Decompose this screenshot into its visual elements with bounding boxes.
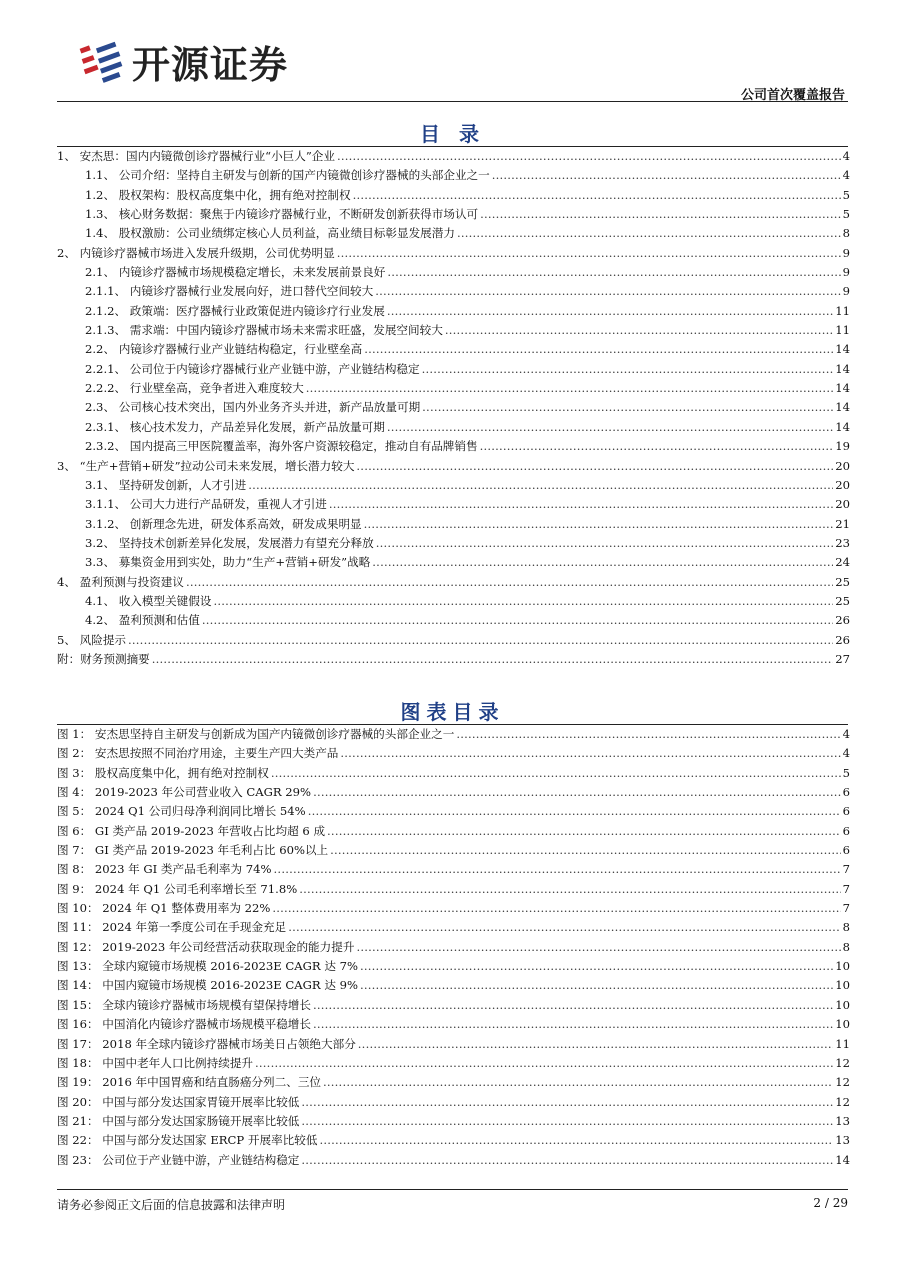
dot-leader xyxy=(340,744,840,763)
report-type: 公司首次覆盖报告 xyxy=(740,88,845,103)
toc-entry-page: 25 xyxy=(835,574,850,589)
dot-leader xyxy=(492,166,841,185)
dot-leader xyxy=(213,592,833,611)
toc-entry-page: 11 xyxy=(835,323,850,338)
figure-entry-page: 14 xyxy=(835,1152,850,1167)
dot-leader xyxy=(372,553,833,572)
figure-entry[interactable] xyxy=(57,1131,850,1150)
figure-entry-text: 图 13： 全球内窥镜市场规模 2016-2023E CAGR 达 7% xyxy=(57,959,359,974)
dot-leader xyxy=(272,899,840,918)
figure-entry[interactable] xyxy=(57,802,850,821)
figure-entry-page: 6 xyxy=(842,785,850,800)
toc-entry[interactable] xyxy=(57,437,850,456)
figure-entry-page: 7 xyxy=(842,881,850,896)
figure-entry-page: 6 xyxy=(842,843,850,858)
dot-leader xyxy=(301,1093,833,1112)
figure-entry-text: 图 7： GI 类产品 2019-2023 年毛利占比 60%以上 xyxy=(57,843,329,858)
dot-leader xyxy=(329,495,833,514)
figures-title: 图表目录 xyxy=(400,700,505,724)
dot-leader xyxy=(202,611,833,630)
toc-entry-text: 3.1、 坚持研发创新，人才引进 xyxy=(85,477,247,492)
dot-leader xyxy=(313,1015,833,1034)
toc-entry-page: 14 xyxy=(835,342,850,357)
dot-leader xyxy=(337,147,841,166)
figure-entry-page: 12 xyxy=(835,1075,850,1090)
toc-entry[interactable] xyxy=(57,573,850,592)
toc-entry-text: 2、 内镜诊疗器械市场进入发展升级期，公司优势明显 xyxy=(57,245,335,260)
dot-leader xyxy=(301,1112,833,1131)
dot-leader xyxy=(358,1035,833,1054)
toc-entry-page: 5 xyxy=(842,207,850,222)
toc-entry-page: 24 xyxy=(835,555,850,570)
dot-leader xyxy=(319,1131,833,1150)
dot-leader xyxy=(480,205,840,224)
figure-entry-text: 图 22： 中国与部分发达国家 ERCP 开展率比较低 xyxy=(57,1133,318,1148)
toc-entry[interactable] xyxy=(57,224,850,243)
figure-entry-page: 6 xyxy=(842,804,850,819)
figure-entry[interactable] xyxy=(57,822,850,841)
figure-entry-text: 图 18： 中国中老年人口比例持续提升 xyxy=(57,1055,254,1070)
toc-entry[interactable] xyxy=(57,321,850,340)
figure-entry[interactable] xyxy=(57,725,850,744)
figure-entry-text: 图 5： 2024 Q1 公司归母净利润同比增长 54% xyxy=(57,804,306,819)
figure-entry-page: 13 xyxy=(835,1113,850,1128)
toc-title: 目 录 xyxy=(420,122,485,146)
figure-entry-text: 图 2： 安杰思按照不同治疗用途，主要生产四大类产品 xyxy=(57,746,339,761)
toc-entry[interactable] xyxy=(57,166,850,185)
figure-entry[interactable] xyxy=(57,860,850,879)
toc-entry[interactable] xyxy=(57,147,850,166)
figure-entry-text: 图 21： 中国与部分发达国家肠镜开展率比较低 xyxy=(57,1113,300,1128)
toc-entry[interactable] xyxy=(57,398,850,417)
toc-entry-text: 5、 风险提示 xyxy=(57,632,127,647)
figure-entry-text: 图 6： GI 类产品 2019-2023 年营收占比均超 6 成 xyxy=(57,823,326,838)
logo-text: 开源证券 xyxy=(132,43,289,87)
figure-entry[interactable] xyxy=(57,1054,850,1073)
toc-entry-page: 9 xyxy=(842,265,850,280)
toc-entry-text: 3.3、 募集资金用到实处，助力“生产+营销+研发”战略 xyxy=(85,555,371,570)
dot-leader xyxy=(128,631,833,650)
figure-entry-page: 7 xyxy=(842,901,850,916)
toc-entry-page: 20 xyxy=(835,497,850,512)
figure-entry-page: 11 xyxy=(835,1036,850,1051)
toc-entry-page: 20 xyxy=(835,458,850,473)
figure-entry[interactable] xyxy=(57,918,850,937)
toc-entry-page: 23 xyxy=(835,535,850,550)
dot-leader xyxy=(375,282,840,301)
figure-entry-page: 10 xyxy=(835,978,850,993)
dot-leader xyxy=(353,186,841,205)
toc-entry[interactable] xyxy=(57,611,850,630)
figure-entry-text: 图 17： 2018 年全球内镜诊疗器械市场美日占领绝大部分 xyxy=(57,1036,356,1051)
dot-leader xyxy=(387,302,833,321)
toc-entry-page: 25 xyxy=(835,593,850,608)
figure-entry-page: 10 xyxy=(835,1017,850,1032)
figure-entry[interactable] xyxy=(57,1093,850,1112)
toc-entry-page: 5 xyxy=(842,187,850,202)
dot-leader xyxy=(364,515,834,534)
toc-entry-text: 2.2.1、 公司位于内镜诊疗器械行业产业链中游，产业链结构稳定 xyxy=(85,361,420,376)
figure-entry-page: 6 xyxy=(842,823,850,838)
dot-leader xyxy=(152,650,833,669)
toc-entry-page: 9 xyxy=(842,284,850,299)
toc-entry-page: 19 xyxy=(835,439,850,454)
toc-entry-page: 8 xyxy=(842,226,850,241)
figure-entry[interactable] xyxy=(57,957,850,976)
dot-leader xyxy=(337,244,841,263)
toc-entry-page: 4 xyxy=(842,149,850,163)
dot-leader xyxy=(313,996,833,1015)
figure-entry-text: 图 3： 股权高度集中化，拥有绝对控制权 xyxy=(57,765,269,780)
toc-entry-page: 4 xyxy=(842,168,850,183)
toc-entry[interactable] xyxy=(57,553,850,572)
toc-entry[interactable] xyxy=(57,515,850,534)
toc-entry[interactable] xyxy=(57,263,850,282)
toc-entry-text: 2.3.2、 国内提高三甲医院覆盖率，海外客户资源较稳定，推动自有品牌销售 xyxy=(85,439,478,454)
toc-entry[interactable] xyxy=(57,360,850,379)
dot-leader xyxy=(323,1073,833,1092)
dot-leader xyxy=(480,437,834,456)
toc-entry-text: 2.1.2、 政策端：医疗器械行业政策促进内镜诊疗行业发展 xyxy=(85,303,385,318)
figure-entry[interactable] xyxy=(57,938,850,957)
figure-entry-text: 图 15： 全球内镜诊疗器械市场规模有望保持增长 xyxy=(57,997,311,1012)
figure-entry-page: 13 xyxy=(835,1133,850,1148)
toc-entry-text: 2.3、 公司核心技术突出，国内外业务齐头并进，新产品放量可期 xyxy=(85,400,421,415)
dot-leader xyxy=(308,802,841,821)
figure-entry-text: 图 12： 2019-2023 年公司经营活动获取现金的能力提升 xyxy=(57,939,355,954)
dot-leader xyxy=(299,880,840,899)
toc-entry-text: 3、 “生产+营销+研发”拉动公司未来发展，增长潜力较大 xyxy=(57,458,355,473)
toc-entry[interactable] xyxy=(57,650,850,669)
dot-leader xyxy=(376,534,833,553)
toc-entry-page: 26 xyxy=(835,632,850,647)
figure-entry-page: 5 xyxy=(842,765,850,780)
page-number: 2 / 29 xyxy=(813,1196,848,1210)
figure-entry[interactable] xyxy=(57,880,850,899)
toc-entry-text: 3.2、 坚持技术创新差异化发展，发展潜力有望充分释放 xyxy=(85,535,374,550)
toc-entry-text: 4.1、 收入模型关键假设 xyxy=(85,593,212,608)
figure-entry-page: 10 xyxy=(835,959,850,974)
dot-leader xyxy=(186,573,833,592)
dot-leader xyxy=(360,957,833,976)
company-logo xyxy=(78,34,288,89)
figure-entry[interactable] xyxy=(57,783,850,802)
figure-entry[interactable] xyxy=(57,841,850,860)
figure-entry-text: 图 9： 2024 年 Q1 公司毛利率增长至 71.8% xyxy=(57,881,298,896)
toc-entry-page: 9 xyxy=(842,245,850,260)
dot-leader xyxy=(274,860,841,879)
dot-leader xyxy=(422,360,834,379)
figure-entry[interactable] xyxy=(57,1035,850,1054)
toc-entry[interactable] xyxy=(57,186,850,205)
dot-leader xyxy=(422,398,833,417)
header-divider xyxy=(57,101,848,102)
footer-divider xyxy=(57,1189,848,1190)
toc-entry[interactable] xyxy=(57,340,850,359)
figure-entry-text: 图 1： 安杰思坚持自主研发与创新成为国产内镜微创诊疗器械的头部企业之一 xyxy=(57,727,455,741)
footer-disclaimer: 请务必参阅正文后面的信息披露和法律声明 xyxy=(57,1198,286,1212)
toc-entry-text: 2.1.1、 内镜诊疗器械行业发展向好，进口替代空间较大 xyxy=(85,284,374,299)
toc-entry-text: 1.1、 公司介绍：坚持自主研发与创新的国产内镜微创诊疗器械的头部企业之一 xyxy=(85,168,490,183)
dot-leader xyxy=(327,822,841,841)
toc-entry[interactable] xyxy=(57,631,850,650)
dot-leader xyxy=(306,379,834,398)
figure-entry-text: 图 16： 中国消化内镜诊疗器械市场规模平稳增长 xyxy=(57,1017,311,1032)
dot-leader xyxy=(387,263,840,282)
figure-entry-text: 图 23： 公司位于产业链中游，产业链结构稳定 xyxy=(57,1152,300,1167)
toc-list xyxy=(57,147,850,669)
figures-list xyxy=(57,725,850,1170)
dot-leader xyxy=(356,457,833,476)
toc-entry-text: 4、 盈利预测与投资建议 xyxy=(57,574,184,589)
toc-entry-text: 4.2、 盈利预测和估值 xyxy=(85,613,200,628)
toc-entry-page: 21 xyxy=(835,516,850,531)
dot-leader xyxy=(288,918,840,937)
toc-entry[interactable] xyxy=(57,495,850,514)
toc-entry[interactable] xyxy=(57,244,850,263)
figure-entry-page: 4 xyxy=(842,727,850,741)
dot-leader xyxy=(248,476,833,495)
toc-entry[interactable] xyxy=(57,476,850,495)
toc-entry-text: 3.1.1、 公司大力进行产品研发，重视人才引进 xyxy=(85,497,327,512)
toc-entry[interactable] xyxy=(57,457,850,476)
dot-leader xyxy=(356,938,840,957)
toc-entry-page: 26 xyxy=(835,613,850,628)
figure-entry-page: 12 xyxy=(835,1055,850,1070)
toc-entry-text: 2.3.1、 核心技术发力，产品差异化发展，新产品放量可期 xyxy=(85,419,385,434)
toc-entry-text: 2.2、 内镜诊疗器械行业产业链结构稳定，行业壁垒高 xyxy=(85,342,363,357)
figure-entry[interactable] xyxy=(57,899,850,918)
toc-entry[interactable] xyxy=(57,302,850,321)
figure-entry-text: 图 14： 中国内窥镜市场规模 2016-2023E CAGR 达 9% xyxy=(57,978,359,993)
dot-leader xyxy=(364,340,833,359)
figure-entry[interactable] xyxy=(57,1112,850,1131)
toc-entry-text: 1.3、 核心财务数据：聚焦于内镜诊疗器械行业，不断研发创新获得市场认可 xyxy=(85,207,479,222)
toc-entry-text: 2.1.3、 需求端：中国内镜诊疗器械市场未来需求旺盛，发展空间较大 xyxy=(85,323,443,338)
logo-mark-icon xyxy=(78,39,126,85)
toc-entry-text: 1、 安杰思：国内内镜微创诊疗器械行业“小巨人”企业 xyxy=(57,149,335,163)
toc-entry-page: 14 xyxy=(835,419,850,434)
figure-entry-page: 8 xyxy=(842,939,850,954)
figure-entry-page: 12 xyxy=(835,1094,850,1109)
toc-entry[interactable] xyxy=(57,534,850,553)
toc-entry[interactable] xyxy=(57,205,850,224)
dot-leader xyxy=(255,1054,833,1073)
toc-entry-page: 20 xyxy=(835,477,850,492)
toc-entry[interactable] xyxy=(57,418,850,437)
toc-entry[interactable] xyxy=(57,379,850,398)
dot-leader xyxy=(301,1151,833,1170)
figure-entry[interactable] xyxy=(57,976,850,995)
dot-leader xyxy=(445,321,833,340)
dot-leader xyxy=(387,418,833,437)
figure-entry-text: 图 19： 2016 年中国胃癌和结直肠癌分列二、三位 xyxy=(57,1075,322,1090)
toc-entry-text: 附：财务预测摘要 xyxy=(57,651,150,666)
toc-entry-page: 11 xyxy=(835,303,850,318)
dot-leader xyxy=(456,725,840,744)
figure-entry[interactable] xyxy=(57,764,850,783)
figure-entry-text: 图 4： 2019-2023 年公司营业收入 CAGR 29% xyxy=(57,785,312,800)
figure-entry-page: 10 xyxy=(835,997,850,1012)
figure-entry[interactable] xyxy=(57,996,850,1015)
dot-leader xyxy=(330,841,840,860)
toc-entry[interactable] xyxy=(57,592,850,611)
toc-entry-page: 14 xyxy=(835,381,850,396)
dot-leader xyxy=(271,764,841,783)
dot-leader xyxy=(313,783,841,802)
toc-entry-text: 3.1.2、 创新理念先进，研发体系高效，研发成果明显 xyxy=(85,516,362,531)
toc-entry-page: 14 xyxy=(835,361,850,376)
dot-leader xyxy=(360,976,833,995)
toc-entry-text: 2.2.2、 行业壁垒高，竞争者进入难度较大 xyxy=(85,381,304,396)
figure-entry-text: 图 20： 中国与部分发达国家胃镜开展率比较低 xyxy=(57,1094,300,1109)
figure-entry-page: 7 xyxy=(842,862,850,877)
figure-entry-text: 图 11： 2024 年第一季度公司在手现金充足 xyxy=(57,920,287,935)
figure-entry[interactable] xyxy=(57,1015,850,1034)
toc-entry-page: 14 xyxy=(835,400,850,415)
figure-entry-text: 图 10： 2024 年 Q1 整体费用率为 22% xyxy=(57,901,271,916)
figure-entry-text: 图 8： 2023 年 GI 类产品毛利率为 74% xyxy=(57,862,272,877)
dot-leader xyxy=(457,224,841,243)
toc-entry-page: 27 xyxy=(835,651,850,666)
figure-entry[interactable] xyxy=(57,1151,850,1170)
toc-entry-text: 2.1、 内镜诊疗器械市场规模稳定增长，未来发展前景良好 xyxy=(85,265,386,280)
toc-entry-text: 1.4、 股权激励：公司业绩绑定核心人员利益，高业绩目标彰显发展潜力 xyxy=(85,226,455,241)
toc-entry[interactable] xyxy=(57,282,850,301)
figure-entry[interactable] xyxy=(57,744,850,763)
figure-entry-page: 8 xyxy=(842,920,850,935)
figure-entry[interactable] xyxy=(57,1073,850,1092)
figure-entry-page: 4 xyxy=(842,746,850,761)
toc-entry-text: 1.2、 股权架构：股权高度集中化，拥有绝对控制权 xyxy=(85,187,351,202)
